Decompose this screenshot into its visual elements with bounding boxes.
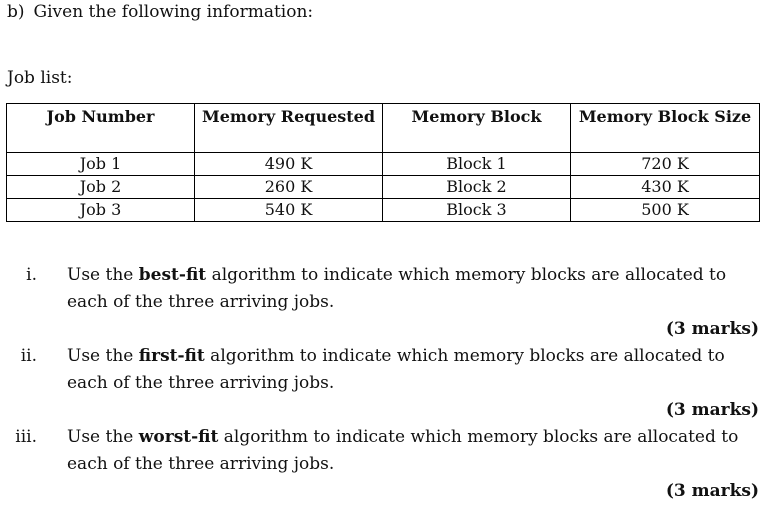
- header-memory-block-size: Memory Block Size: [571, 104, 760, 153]
- marks-label: (3 marks): [665, 319, 759, 339]
- algorithm-name: worst-fit: [138, 427, 219, 447]
- memory-block-size-cell: 430 K: [571, 176, 760, 199]
- marks-label: (3 marks): [665, 481, 759, 501]
- memory-block-size-cell: 500 K: [571, 199, 760, 222]
- header-memory-requested: Memory Requested: [195, 104, 383, 153]
- memory-requested-cell: 260 K: [195, 176, 383, 199]
- table-row: [7, 199, 760, 222]
- memory-block-size-cell: 720 K: [571, 153, 760, 176]
- question-prefix: Use the: [67, 427, 139, 447]
- algorithm-name: first-fit: [138, 346, 205, 366]
- header-job-number: Job Number: [7, 104, 195, 153]
- question-numeral: i.: [26, 265, 37, 285]
- question-suffix: algorithm to indicate which memory blocks are allocated to each of the three arriving jobs.: [67, 427, 739, 474]
- question-prefix: Use the: [67, 346, 139, 366]
- job-number-cell: Job 2: [7, 176, 195, 199]
- question-prefix: Use the: [67, 265, 139, 285]
- job-number-cell: Job 1: [7, 153, 195, 176]
- memory-block-cell: Block 3: [383, 199, 571, 222]
- question-text: [67, 343, 760, 397]
- header-memory-block: Memory Block: [383, 104, 571, 153]
- question-numeral: iii.: [15, 427, 37, 447]
- question-suffix: algorithm to indicate which memory blocks are allocated to each of the three arriving jobs.: [67, 346, 725, 393]
- question-heading: [7, 1, 313, 23]
- job-number-cell: Job 3: [7, 199, 195, 222]
- question-text: [67, 424, 760, 478]
- memory-requested-cell: 540 K: [195, 199, 383, 222]
- table-row: [7, 153, 760, 176]
- table-row: [7, 176, 760, 199]
- memory-block-cell: Block 1: [383, 153, 571, 176]
- memory-block-cell: Block 2: [383, 176, 571, 199]
- job-table: [6, 103, 760, 222]
- algorithm-name: best-fit: [138, 265, 207, 285]
- memory-requested-cell: 490 K: [195, 153, 383, 176]
- marks-label: (3 marks): [665, 400, 759, 420]
- table-header-row: [7, 104, 760, 153]
- question-text: [67, 262, 760, 316]
- job-list-label: Job list:: [7, 68, 73, 88]
- question-number: b): [7, 2, 25, 22]
- question-numeral: ii.: [20, 346, 37, 366]
- question-suffix: algorithm to indicate which memory blocks are allocated to each of the three arriving jobs.: [67, 265, 727, 312]
- question-intro: Given the following information:: [33, 2, 314, 22]
